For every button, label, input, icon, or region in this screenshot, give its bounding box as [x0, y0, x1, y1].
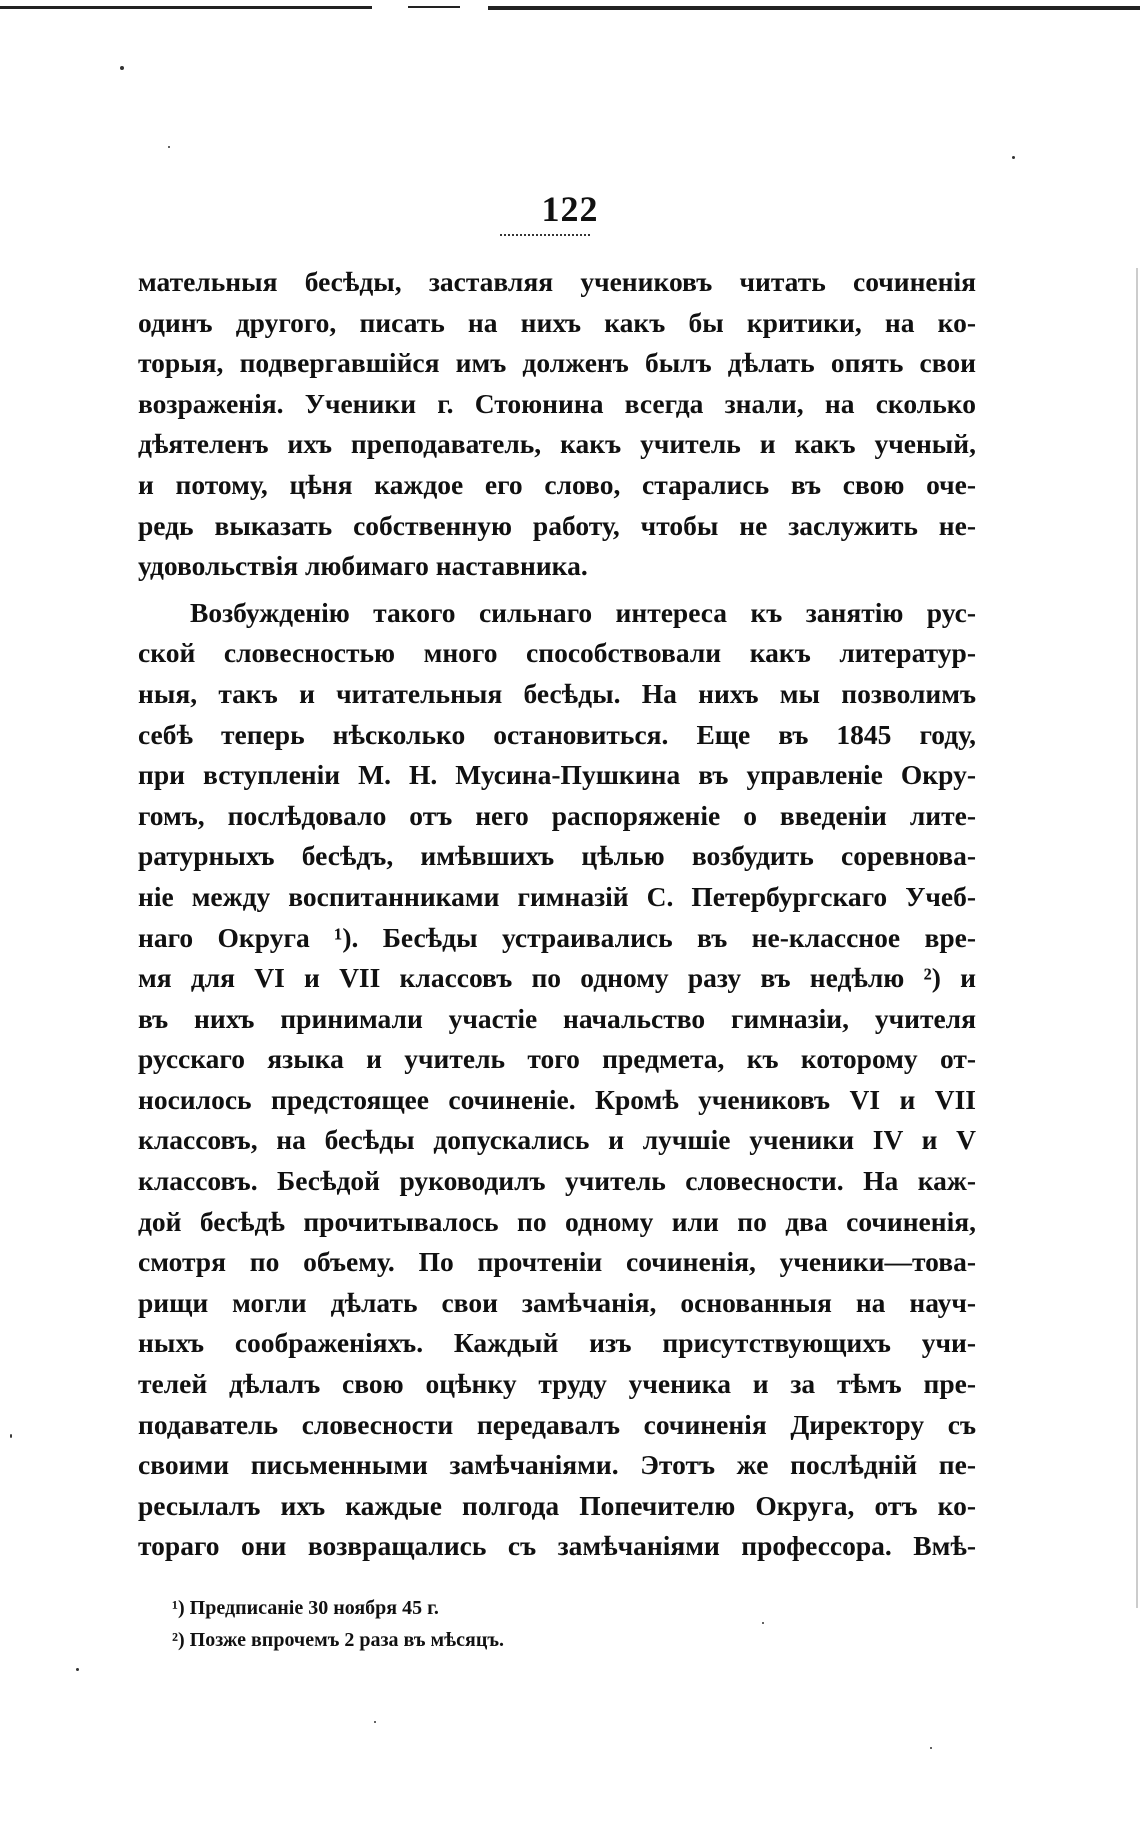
text-line: подаватель словесности передавалъ сочиненія Директору съ [138, 1408, 976, 1440]
text-line: и потому, цѣня каждое его слово, старались въ свою оче- [138, 468, 976, 500]
page-number-underline [500, 234, 590, 236]
footnote-2: ²) Позже впрочемъ 2 раза въ мѣсяцъ. [172, 1629, 505, 1651]
text-line: телей дѣлалъ свою оцѣнку труду ученика и за тѣмъ пре- [138, 1368, 976, 1400]
text-line: ресылалъ ихъ каждые полгода Попечителю Округа, отъ ко- [138, 1489, 976, 1521]
paragraph-end-line: удовольствія любимаго наставника. [138, 550, 588, 582]
text-line: мя для VI и VII классовъ по одному разу въ недѣлю ²) и [138, 962, 976, 994]
text-line: одинъ другого, писать на нихъ какъ бы критики, на ко- [138, 306, 976, 338]
text-line: рищи могли дѣлать свои замѣчанія, основанныя на науч- [138, 1286, 976, 1318]
text-line: ныхъ соображеніяхъ. Каждый изъ присутствующихъ учи- [138, 1327, 976, 1359]
top-scan-rule-right [488, 6, 1140, 10]
paragraph-first-line: Возбужденію такого сильнаго интереса къ занятію рус- [190, 596, 976, 628]
text-line: ской словесностью много способствовали какъ литератур- [138, 637, 976, 669]
text-line: ныя, такъ и читательныя бесѣды. На нихъ мы позволимъ [138, 677, 976, 709]
text-line: при вступленіи М. Н. Мусина-Пушкина въ управленіе Окру- [138, 759, 976, 791]
text-line: ратурныхъ бесѣдъ, имѣвшихъ цѣлью возбудить соревнова- [138, 840, 976, 872]
text-line: въ нихъ принимали участіе начальство гимназіи, учителя [138, 1002, 976, 1034]
scan-speck [120, 66, 124, 70]
top-scan-rule-left [0, 6, 372, 9]
body-text [138, 262, 976, 1567]
scan-speck [1012, 156, 1015, 159]
scan-speck [168, 146, 170, 148]
scan-speck [374, 1721, 376, 1723]
text-line: мательныя бесѣды, заставляя учениковъ читать сочиненія [138, 266, 976, 297]
text-line: своими письменными замѣчаніями. Этотъ же послѣдній пе- [138, 1449, 976, 1481]
footnote-1: ¹) Предписаніе 30 ноября 45 г. [172, 1597, 439, 1619]
text-line: классовъ. Бесѣдой руководилъ учитель словесности. На каж- [138, 1165, 976, 1197]
text-line: дѣятеленъ ихъ преподаватель, какъ учитель и какъ ученый, [138, 428, 976, 460]
footnotes [172, 1592, 872, 1656]
text-line: русскаго языка и учитель того предмета, къ которому от- [138, 1043, 976, 1075]
text-line: тораго они возвращались съ замѣчаніями профессора. Вмѣ- [138, 1530, 976, 1562]
text-line: гомъ, послѣдовало отъ него распоряженіе о введеніи лите- [138, 799, 976, 831]
text-line: редь выказать собственную работу, чтобы не заслужить не- [138, 509, 976, 541]
top-scan-rule-mid [408, 6, 460, 8]
text-line: себѣ теперь нѣсколько остановиться. Еще въ 1845 году, [138, 718, 976, 750]
text-line: торыя, подвергавшійся имъ долженъ былъ дѣлать опять свои [138, 347, 976, 379]
scan-speck [10, 1434, 12, 1438]
text-line: наго Округа ¹). Бесѣды устраивались въ не-классное вре- [138, 921, 976, 953]
page-number: 122 [541, 189, 599, 229]
text-line: классовъ, на бесѣды допускались и лучшіе ученики IV и V [138, 1124, 976, 1156]
text-line: ніе между воспитанниками гимназій С. Петербургскаго Учеб- [138, 880, 976, 912]
text-line: дой бесѣдѣ прочитывалось по одному или по два сочиненія, [138, 1205, 976, 1237]
page-edge-shadow [1136, 268, 1138, 1608]
scan-speck [930, 1747, 932, 1749]
text-line: смотря по объему. По прочтеніи сочиненія, ученики—това- [138, 1246, 976, 1278]
text-line: носилось предстоящее сочиненіе. Кромѣ учениковъ VI и VII [138, 1083, 976, 1115]
scan-speck [762, 1622, 764, 1624]
scan-speck [76, 1668, 79, 1671]
text-line: возраженія. Ученики г. Стоюнина всегда знали, на сколько [138, 387, 976, 419]
